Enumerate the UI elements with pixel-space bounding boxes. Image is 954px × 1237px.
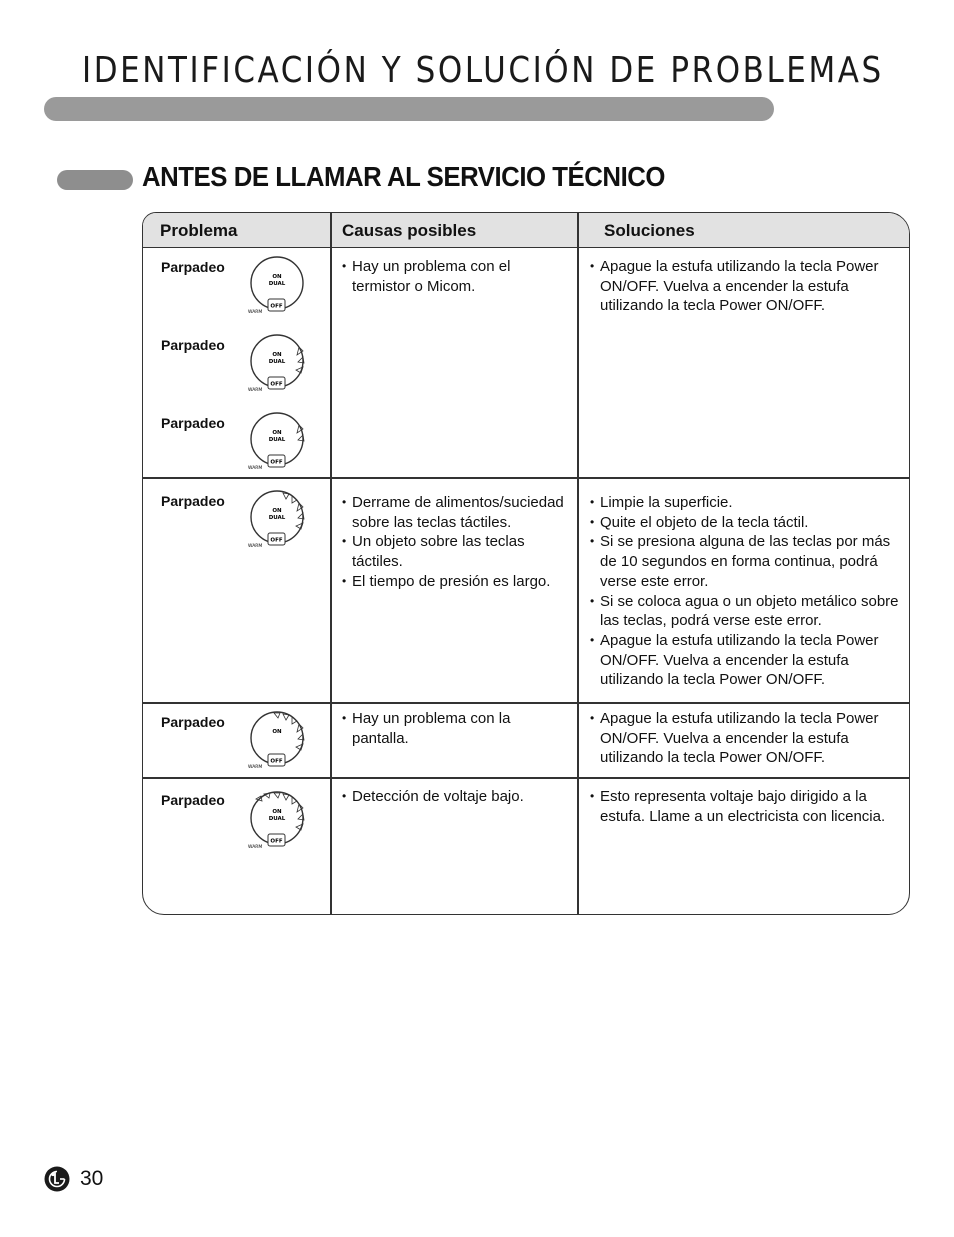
flash-label: Parpadeo bbox=[161, 337, 225, 353]
list-item: • Hay un problema con el termistor o Micom. bbox=[342, 257, 567, 296]
knob-warm-label: WARM bbox=[248, 845, 263, 850]
causes-list bbox=[342, 493, 567, 592]
flash-label: Parpadeo bbox=[161, 714, 225, 730]
solutions-list bbox=[590, 787, 902, 826]
troubleshooting-table bbox=[142, 212, 910, 915]
causes-list bbox=[342, 709, 567, 748]
knob-warm-label: WARM bbox=[248, 466, 263, 471]
row-divider bbox=[143, 777, 909, 779]
list-item: • Hay un problema con la pantalla. bbox=[342, 709, 567, 748]
column-header-problema: Problema bbox=[160, 221, 238, 240]
knob-warm-label: WARM bbox=[248, 544, 263, 549]
knob-dual-label: DUAL bbox=[268, 281, 286, 287]
causes-list bbox=[342, 787, 567, 807]
knob-off-label: OFF bbox=[270, 838, 283, 845]
page-title: IDENTIFICACIÓN Y SOLUCIÓN DE PROBLEMAS bbox=[82, 50, 884, 91]
list-item: • Apague la estufa utilizando la tecla Power ON/OFF. Vuelva a encender la estufa utilizando la tecla Power ON/OFF. bbox=[590, 709, 902, 768]
knob-indicator-icon bbox=[247, 411, 311, 475]
knob-indicator-icon bbox=[247, 710, 311, 774]
knob-on-label: ON bbox=[272, 809, 282, 815]
list-item: • Esto representa voltaje bajo dirigido a la estufa. Llame a un electricista con licencia. bbox=[590, 787, 902, 826]
causes-list bbox=[342, 257, 567, 296]
column-header-soluciones: Soluciones bbox=[604, 221, 695, 240]
solutions-list bbox=[590, 493, 905, 690]
knob-off-label: OFF bbox=[270, 537, 283, 544]
list-item: • Apague la estufa utilizando la tecla Power ON/OFF. Vuelva a encender la estufa utilizando la tecla Power ON/OFF. bbox=[590, 257, 902, 316]
knob-dual-label: DUAL bbox=[268, 515, 286, 521]
list-item: • El tiempo de presión es largo. bbox=[342, 572, 567, 592]
knob-dual-label: DUAL bbox=[268, 359, 286, 365]
list-item: • Quite el objeto de la tecla táctil. bbox=[590, 513, 905, 533]
knob-off-label: OFF bbox=[270, 459, 283, 466]
list-item: • Derrame de alimentos/suciedad sobre las teclas táctiles. bbox=[342, 493, 567, 532]
table-header bbox=[143, 213, 909, 248]
knob-warm-label: WARM bbox=[248, 765, 263, 770]
title-bar bbox=[44, 97, 774, 121]
flash-label: Parpadeo bbox=[161, 493, 225, 509]
knob-dual-label: DUAL bbox=[268, 437, 286, 443]
section-title: ANTES DE LLAMAR AL SERVICIO TÉCNICO bbox=[142, 161, 665, 192]
solutions-list bbox=[590, 709, 902, 768]
page-number: 30 bbox=[80, 1167, 104, 1190]
row-divider bbox=[143, 702, 909, 704]
knob-warm-label: WARM bbox=[248, 388, 263, 393]
solutions-list bbox=[590, 257, 902, 316]
column-header-causas: Causas posibles bbox=[342, 221, 477, 240]
knob-indicator-icon bbox=[247, 333, 311, 397]
section-pill bbox=[57, 170, 133, 190]
knob-indicator-icon bbox=[247, 790, 311, 854]
list-item: • Si se presiona alguna de las teclas por más de 10 segundos en forma continua, podrá verse este error. bbox=[590, 532, 905, 591]
knob-on-label: ON bbox=[272, 508, 282, 514]
knob-on-label: ON bbox=[272, 274, 282, 280]
knob-indicator-icon bbox=[247, 489, 311, 553]
knob-dual-label: DUAL bbox=[268, 816, 286, 822]
knob-off-label: OFF bbox=[270, 303, 283, 310]
knob-indicator-icon bbox=[247, 255, 311, 319]
flash-label: Parpadeo bbox=[161, 415, 225, 431]
knob-on-label: ON bbox=[272, 430, 282, 436]
list-item: • Apague la estufa utilizando la tecla Power ON/OFF. Vuelva a encender la estufa utilizando la tecla Power ON/OFF. bbox=[590, 631, 905, 690]
row-divider bbox=[143, 477, 909, 479]
knob-on-label: ON bbox=[272, 352, 282, 358]
flash-label: Parpadeo bbox=[161, 792, 225, 808]
knob-off-label: OFF bbox=[270, 381, 283, 388]
list-item: • Un objeto sobre las teclas táctiles. bbox=[342, 532, 567, 571]
lg-logo-icon bbox=[44, 1166, 70, 1192]
column-divider bbox=[577, 213, 579, 914]
list-item: • Limpie la superficie. bbox=[590, 493, 905, 513]
column-divider bbox=[330, 213, 332, 914]
list-item: • Si se coloca agua o un objeto metálico sobre las teclas, podrá verse este error. bbox=[590, 592, 905, 631]
flash-label: Parpadeo bbox=[161, 259, 225, 275]
list-item: • Detección de voltaje bajo. bbox=[342, 787, 567, 807]
knob-warm-label: WARM bbox=[248, 310, 263, 315]
knob-off-label: OFF bbox=[270, 758, 283, 765]
knob-on-label: ON bbox=[272, 729, 282, 735]
